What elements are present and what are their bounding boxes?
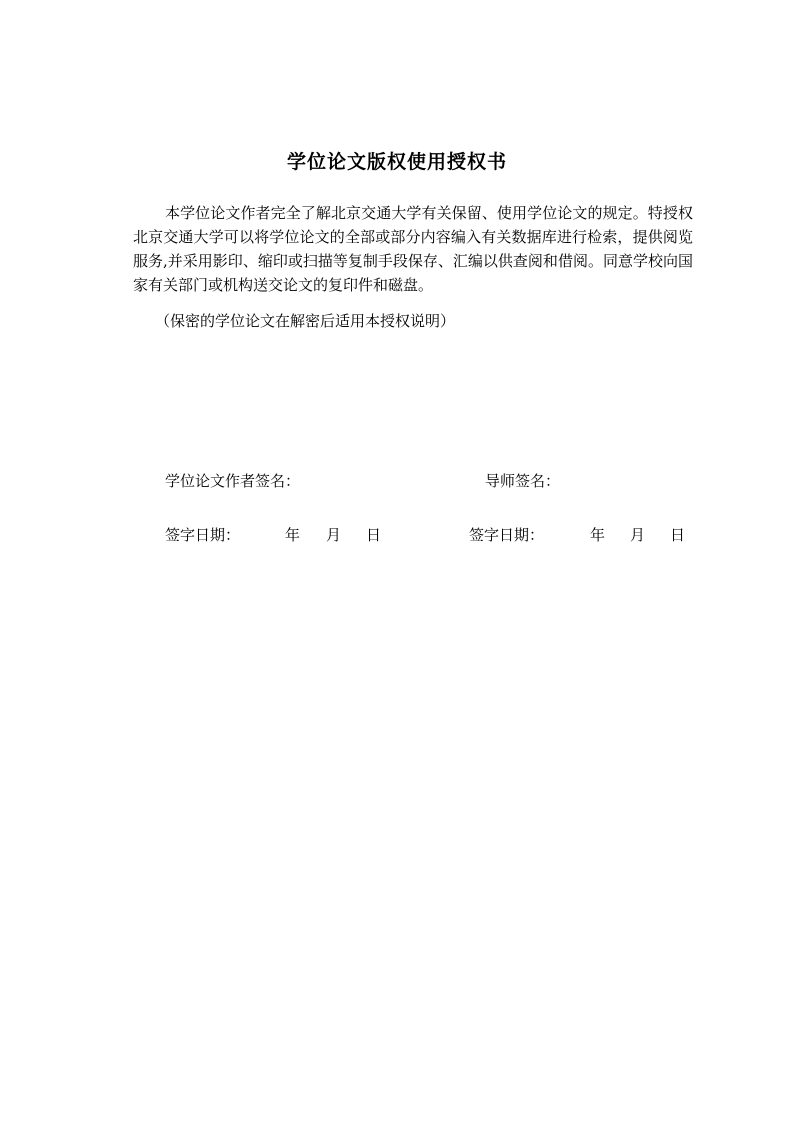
advisor-date-year: 年	[590, 526, 606, 544]
confidentiality-note: （保密的学位论文在解密后适用本授权说明）	[155, 312, 456, 330]
document-title: 学位论文版权使用授权书	[286, 151, 507, 173]
author-date-year: 年	[285, 526, 301, 544]
advisor-date-day: 日	[670, 526, 686, 544]
author-date-label: 签字日期：	[165, 526, 241, 544]
advisor-date-label: 签字日期：	[469, 526, 545, 544]
author-date-month: 月	[326, 526, 342, 544]
authorization-paragraph: 本学位论文作者完全了解北京交通大学有关保留、使用学位论文的规定。特授权北京交通大学可以将学位论文的全部或部分内容编入有关数据库进行检索，提供阅览服务,并采用影印、缩印或扫描等复制手段保存、汇编以供查阅和借阅。同意学校向国家有关部门或机构送交论文的复印件和磁盘。	[133, 204, 693, 294]
advisor-signature-label: 导师签名：	[485, 472, 561, 490]
author-signature-label: 学位论文作者签名：	[165, 472, 301, 490]
advisor-date-month: 月	[630, 526, 646, 544]
author-date-day: 日	[366, 526, 382, 544]
authorization-paragraph-container	[133, 201, 693, 297]
